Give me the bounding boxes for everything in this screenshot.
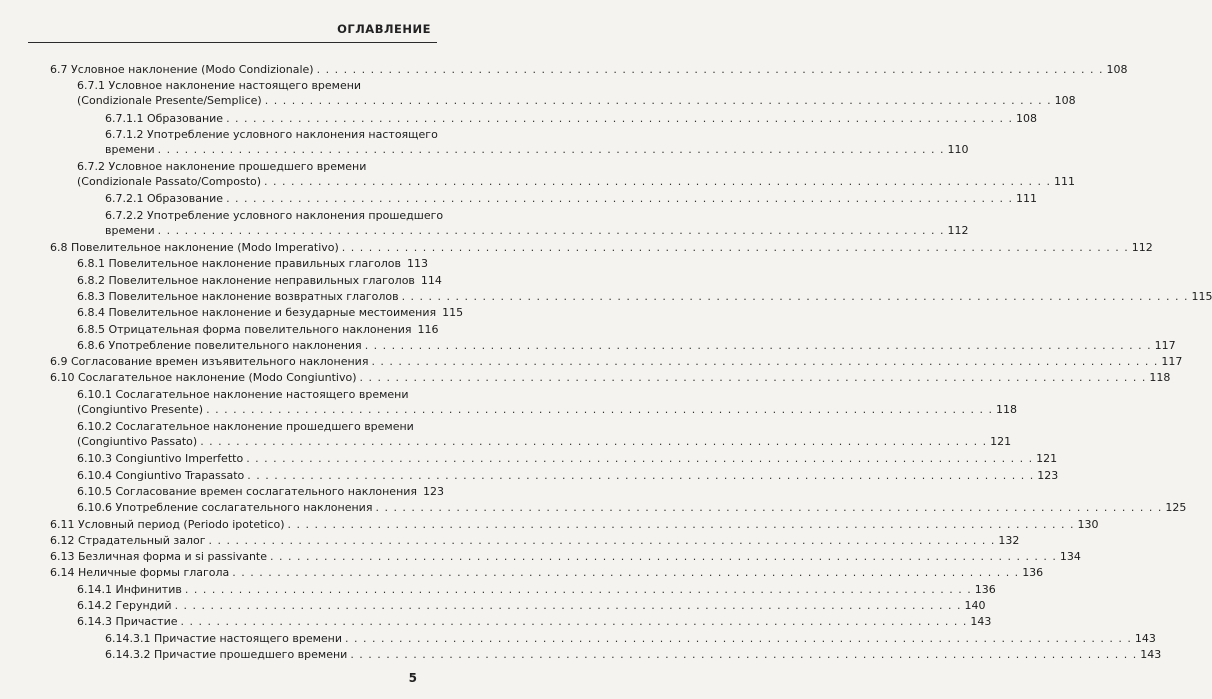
toc-entry[interactable] [0,599,986,615]
dot-leader [288,518,1075,532]
toc-page-number: 111 [1053,175,1075,189]
toc-entry-title: 6.7.2.1 Образование [105,192,224,206]
toc-page-number: 140 [964,599,986,613]
toc-entry-title: 6.7.2 Условное наклонение прошедшего времени [77,160,367,174]
dot-leader [247,469,1034,483]
toc-entry-title: 6.8.6 Употребление повелительного наклонения [77,338,362,352]
dot-leader [371,355,1158,369]
toc-entry-title: 6.14.3 Причастие [77,615,178,629]
dot-leader [317,63,1104,77]
toc-entry[interactable] [0,631,1156,648]
toc-entry-title: (Congiuntivo Presente) [77,402,204,416]
toc-page-number: 123 [423,484,445,498]
toc-entry[interactable] [0,566,1044,582]
dot-leader [232,566,1019,580]
toc-page-number: 134 [1059,550,1081,564]
dot-leader [264,175,1051,189]
toc-entry[interactable] [0,485,453,501]
toc-page-number: 114 [420,273,442,287]
toc-entry-title: 6.8 Повелительное наклонение (Modo Imperativo) [50,241,339,255]
toc-page-number: 112 [947,223,969,237]
toc-entry-title: 6.8.2 Повелительное наклонение неправильных глаголов [77,273,415,287]
toc-page-number: 116 [417,322,439,336]
toc-entry[interactable] [0,127,969,160]
toc-page-number: 112 [1131,241,1153,255]
dot-leader [226,112,1013,126]
toc-page-number: 118 [996,402,1017,416]
dot-leader [265,94,1052,108]
toc-page-number: 117 [1161,355,1183,369]
toc-page-number: 123 [1037,468,1059,482]
toc-page-number: 108 [1106,63,1128,76]
dot-leader [375,501,1162,515]
toc-entry-title: 6.10.5 Согласование времен сослагательного наклонения [77,484,418,498]
dot-leader [342,241,1129,255]
toc-page-number: 130 [1077,517,1099,531]
table-of-contents [0,63,1212,664]
dot-leader [226,192,1013,206]
dot-leader [175,599,962,613]
toc-entry[interactable] [0,274,453,290]
toc-entry[interactable] [0,355,1183,371]
toc-entry[interactable] [0,550,1081,566]
dot-leader [200,435,987,449]
toc-page-number: 108 [1015,111,1037,125]
toc-page-number: 143 [1134,631,1156,645]
toc-entry-title: 6.10.3 Congiuntivo Imperfetto [77,452,244,466]
toc-entry-title: 6.14.2 Герундий [77,599,172,613]
dot-leader [158,224,945,238]
toc-entry-title: времени [105,223,155,237]
dot-leader [270,550,1057,564]
toc-entry-title: 6.7.2.2 Употребление условного наклонения прошедшего [105,208,444,222]
toc-page-number: 136 [1022,566,1044,580]
dot-leader [158,143,945,157]
header-title: ОГЛАВЛЕНИЕ [337,22,431,36]
toc-page-number: 108 [1054,94,1076,108]
page-header [28,8,437,43]
toc-entry-title: 6.9 Согласование времен изъявительного наклонения [50,355,369,369]
toc-page-number: 111 [1015,192,1037,206]
toc-entry[interactable] [0,306,464,322]
toc-entry[interactable] [0,63,1128,79]
toc-page-number: 115 [1191,289,1212,303]
toc-entry-title: 6.10.6 Употребление сослагательного наклонения [77,501,373,515]
toc-page-number: 118 [1149,371,1171,385]
dot-leader [246,452,1033,466]
toc-entry[interactable] [0,241,1153,257]
toc-page-number: 117 [1154,338,1176,352]
toc-entry[interactable] [0,615,992,631]
toc-entry[interactable] [0,420,1012,452]
dot-leader [402,290,1189,304]
toc-entry-title: 6.7.1.1 Образование [105,111,224,125]
toc-entry[interactable] [0,501,1187,517]
toc-page-number: 125 [1165,501,1187,515]
toc-entry[interactable] [0,289,1212,306]
toc-page-number: 121 [990,435,1012,449]
toc-page-number: 113 [407,257,428,271]
toc-entry-title: 6.13 Безличная форма и si passivante [50,550,268,564]
toc-entry[interactable] [0,533,1020,550]
toc-entry-title: 6.14.1 Инфинитив [77,582,182,596]
toc-entry[interactable] [0,452,1058,468]
toc-entry[interactable] [0,192,1037,208]
toc-entry-title: (Condizionale Presente/Semplice) [77,94,262,108]
dot-leader [209,534,996,548]
toc-page-number: 143 [1140,647,1162,661]
toc-entry[interactable] [0,387,1017,420]
toc-entry-title: 6.14.3.1 Причастие настоящего времени [105,631,342,645]
toc-entry[interactable] [0,517,1099,534]
toc-entry-title: 6.7 Условное наклонение (Modo Condizionale) [50,63,314,76]
toc-entry[interactable] [0,647,1162,664]
toc-entry-title: 6.8.5 Отрицательная форма повелительного наклонения [77,322,412,336]
dot-leader [185,583,972,597]
toc-page-number: 115 [442,306,464,320]
toc-entry[interactable] [0,582,996,599]
toc-entry[interactable] [0,160,1075,192]
toc-entry-title: 6.11 Условный период (Periodo ipotetico) [50,517,285,531]
toc-entry-title: 6.10.4 Congiuntivo Trapassato [77,468,245,482]
toc-entry[interactable] [0,257,453,273]
toc-entry-title: 6.10.1 Сослагательное наклонение настоящего времени [77,387,409,401]
toc-entry-title: 6.10.2 Сослагательное наклонение прошедшего времени [77,420,414,434]
toc-entry[interactable] [0,323,453,339]
dot-leader [345,632,1132,646]
toc-page-number: 143 [970,615,992,629]
toc-entry-title: (Congiuntivo Passato) [77,435,198,449]
dot-leader [181,615,968,629]
toc-page-number: 121 [1036,452,1058,466]
toc-entry-title: (Condizionale Passato/Composto) [77,175,262,189]
toc-entry-title: 6.10 Сослагательное наклонение (Modo Congiuntivo) [50,371,357,385]
toc-entry-title: 6.8.3 Повелительное наклонение возвратных глаголов [77,289,399,303]
toc-entry[interactable] [0,111,1037,128]
toc-entry-title: 6.8.4 Повелительное наклонение и безударные местоимения [77,306,437,320]
toc-entry-title: 6.14.3.2 Причастие прошедшего времени [105,647,348,661]
toc-entry[interactable] [0,371,1171,387]
page-number: 5 [408,671,417,685]
toc-entry-title: 6.12 Страдательный залог [50,533,206,547]
toc-entry-title: 6.14 Неличные формы глагола [50,566,230,580]
toc-entry[interactable] [0,468,1059,485]
toc-entry-title: 6.8.1 Повелительное наклонение правильных глаголов [77,257,401,271]
toc-entry[interactable] [0,79,1076,111]
toc-page-number: 136 [974,582,996,596]
toc-page-number: 110 [947,142,969,156]
dot-leader [206,403,993,417]
toc-entry-title: 6.7.1.2 Употребление условного наклонения настоящего [105,127,438,141]
toc-entry-title: времени [105,142,155,156]
dot-leader [365,339,1152,353]
toc-entry[interactable] [0,338,1176,355]
dot-leader [360,371,1147,385]
toc-entry-title: 6.7.1 Условное наклонение настоящего времени [77,79,362,93]
dot-leader [350,648,1137,662]
toc-entry[interactable] [0,208,969,241]
toc-page-number: 132 [998,533,1020,547]
